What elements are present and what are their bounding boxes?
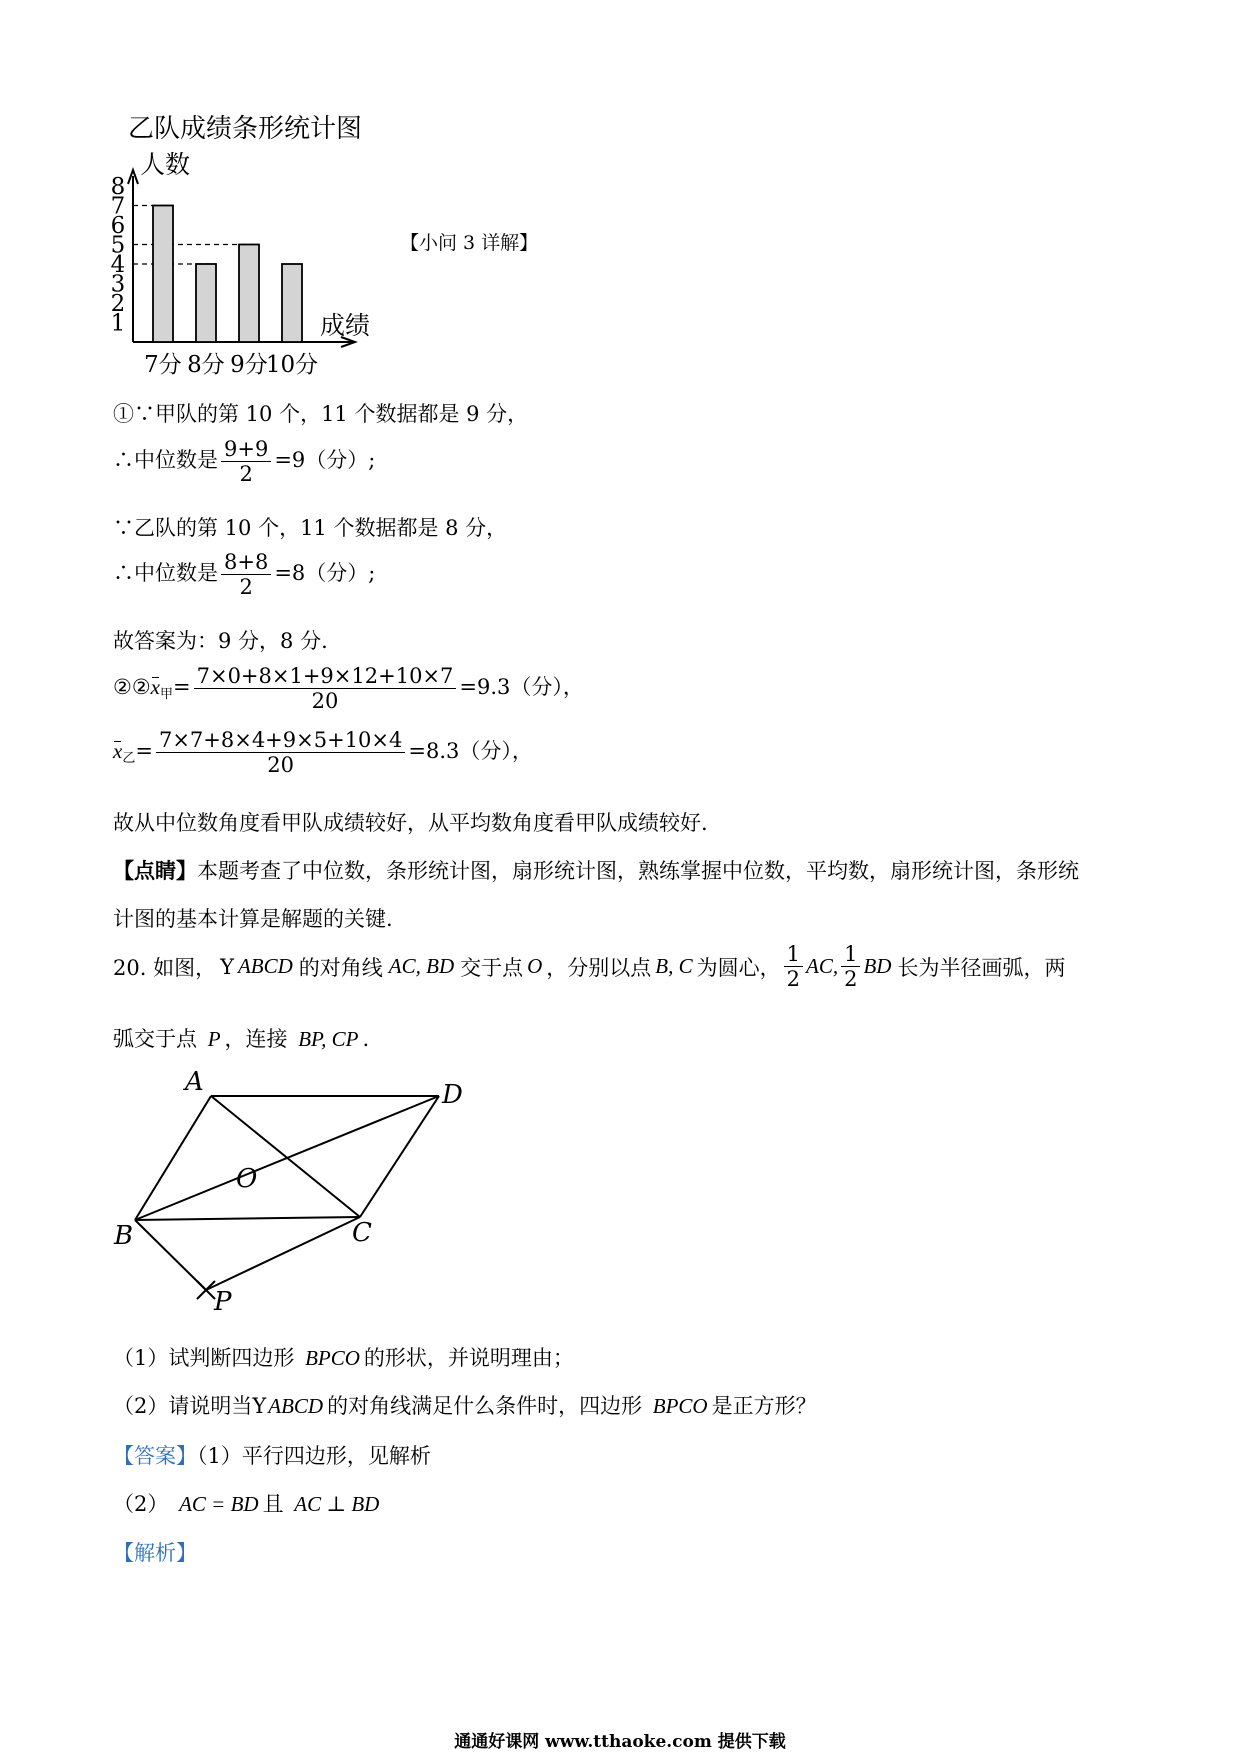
y-tick-label: 5	[110, 232, 126, 259]
y-tick-label: 4	[110, 252, 126, 278]
equals: =	[135, 739, 153, 764]
fraction-den: 2	[239, 462, 253, 487]
bar-chart	[100, 140, 460, 378]
x-category-label: 7分	[144, 352, 182, 378]
ac: AC,	[806, 954, 839, 979]
bpcp: BP, CP	[298, 1027, 359, 1051]
line-5: 故答案为：9 分，8 分.	[113, 629, 328, 653]
acbd: AC, BD	[388, 954, 455, 979]
diagonal-ac	[211, 1096, 360, 1217]
bar-9分	[239, 245, 259, 343]
line-1: ①∵甲队的第 10 个，11 个数据都是 9 分，	[113, 402, 529, 426]
chart-xlabel: 成绩	[320, 311, 371, 340]
fraction-num: 7×0+8×1+9×12+10×7	[194, 664, 457, 689]
x-category-label: 9分	[230, 352, 268, 378]
segment-cb	[135, 1217, 360, 1220]
label-p: P	[214, 1287, 232, 1317]
y-tick-label: 2	[110, 291, 126, 317]
bd: BD	[863, 954, 892, 979]
fraction-num: 1	[841, 942, 860, 967]
side-label: 【小问 3 详解】	[400, 232, 539, 254]
bar-8分	[196, 264, 216, 342]
x-category-label: 10分	[265, 352, 319, 378]
y-tick-label: 1	[110, 310, 126, 337]
fraction-mean-jia	[194, 664, 457, 713]
fraction-num: 1	[784, 942, 803, 967]
sub1-name: BPCO	[305, 1346, 360, 1370]
mean-symbol-jia: x	[150, 675, 160, 700]
fraction-half-2	[841, 942, 860, 991]
line-3: ∵乙队的第 10 个，11 个数据都是 8 分，	[113, 516, 508, 540]
q20-line2-pre: 弧交于点	[113, 1027, 197, 1051]
fraction-mean-yi	[156, 728, 405, 777]
line-6	[113, 664, 584, 713]
fraction-median-a	[221, 437, 271, 486]
line-4-pre: ∴中位数是	[113, 561, 218, 586]
y-tick-label: 8	[110, 174, 126, 200]
chart-title: 乙队成绩条形统计图	[128, 114, 363, 144]
segment-ba	[135, 1096, 211, 1220]
subscript-jia: 甲	[159, 687, 173, 703]
bar-10分	[282, 264, 302, 342]
fraction-den: 2	[239, 575, 253, 600]
bc: B, C	[655, 954, 693, 979]
abcd: ABCD	[237, 954, 293, 979]
line-7	[113, 728, 533, 777]
q20-line-2	[113, 1023, 369, 1053]
fraction-den: 20	[267, 753, 295, 778]
answer-line-1	[113, 1440, 431, 1470]
fraction-den: 2	[786, 967, 800, 992]
label-a: A	[185, 1067, 204, 1097]
label-c: C	[352, 1218, 372, 1248]
answer-2-expr: AC = BD	[179, 1492, 259, 1516]
footer: 通通好课网 www.tthaoke.com 提供下载	[454, 1732, 786, 1752]
line-7-post: =8.3（分），	[408, 739, 533, 764]
fraction-den: 2	[844, 967, 858, 992]
q20-t1: 的对角线	[298, 955, 383, 980]
answer-2-pre: （2）	[113, 1492, 169, 1516]
dianjing-text-1: 本题考查了中位数，条形统计图，扇形统计图，熟练掌握中位数，平均数，扇形统计图，条形统	[197, 859, 1079, 883]
segment-bp	[135, 1220, 206, 1290]
answer-2-mid: 且	[262, 1492, 284, 1516]
line-2-pre: ∴中位数是	[113, 448, 218, 473]
subquestion-1	[113, 1342, 574, 1372]
mean-symbol-yi: x	[113, 739, 123, 764]
line-4	[113, 550, 375, 599]
segment-cp	[206, 1217, 360, 1290]
point-o: O	[527, 954, 543, 979]
y-symbol: Y	[252, 1394, 267, 1418]
dianjing	[113, 855, 1079, 885]
q20-line-1	[113, 942, 1065, 991]
segment-dc	[360, 1096, 439, 1217]
label-d: D	[442, 1080, 463, 1110]
dianjing-text-2: 计图的基本计算是解题的关键.	[113, 907, 393, 931]
dianjing-tag: 【点睛】	[113, 858, 197, 883]
sub1-pre: （1）试判断四边形	[113, 1346, 295, 1370]
equals: =	[173, 675, 191, 700]
sub2-post: 是正方形？	[711, 1394, 817, 1418]
line-8: 故从中位数角度看甲队成绩较好，从平均数角度看甲队成绩较好.	[113, 811, 708, 835]
subscript-yi: 乙	[122, 751, 136, 767]
q20-t4: 为圆心，	[696, 955, 781, 980]
fraction-num: 9+9	[221, 437, 271, 462]
label-o: O	[236, 1164, 258, 1194]
fraction-median-b	[221, 550, 271, 599]
jiexi-tag: 【解析】	[113, 1541, 197, 1565]
label-b: B	[114, 1221, 134, 1251]
q20-prefix: 20. 如图，	[113, 955, 217, 980]
parallelogram-figure	[100, 1067, 520, 1330]
chart-ylabel: 人数	[140, 150, 191, 179]
sub2-abcd: ABCD	[268, 1394, 324, 1418]
line-2	[113, 437, 375, 486]
line-4-post: =8（分）;	[274, 561, 376, 586]
answer-line-2	[113, 1488, 379, 1518]
answer-2-expr2: AC ⊥ BD	[294, 1492, 380, 1516]
q20-line2-end: .	[362, 1027, 370, 1051]
y-symbol: Y	[220, 954, 234, 979]
sub2-mid: 的对角线满足什么条件时，四边形	[327, 1394, 643, 1418]
fraction-num: 7×7+8×4+9×5+10×4	[156, 728, 405, 753]
q20-t2: 交于点	[460, 955, 524, 980]
q20-t5: 长为半径画弧，两	[897, 955, 1066, 980]
y-tick-label: 6	[110, 213, 126, 239]
sub2-pre: （2）请说明当	[113, 1394, 253, 1418]
line-6-pre: ②②	[113, 675, 151, 700]
y-tick-label: 3	[110, 271, 126, 298]
q20-t3: ，分别以点	[546, 955, 652, 980]
answer-1: （1）平行四边形，见解析	[197, 1444, 431, 1468]
y-tick-label: 7	[110, 193, 126, 220]
subquestion-2	[113, 1390, 817, 1420]
sub1-post: 的形状，并说明理由；	[363, 1346, 574, 1370]
bar-7分	[153, 206, 173, 343]
fraction-num: 8+8	[221, 550, 271, 575]
x-category-label: 8分	[187, 352, 225, 378]
point-p: P	[207, 1027, 221, 1051]
line-6-post: =9.3（分），	[459, 675, 584, 700]
answer-tag: 【答案】	[113, 1444, 197, 1468]
sub2-name: BPCO	[652, 1394, 708, 1418]
line-2-post: =9（分）;	[274, 448, 376, 473]
fraction-den: 20	[311, 689, 339, 714]
q20-line2-mid: ，连接	[224, 1027, 288, 1051]
fraction-half-1	[784, 942, 803, 991]
diagonal-bd	[135, 1096, 439, 1220]
